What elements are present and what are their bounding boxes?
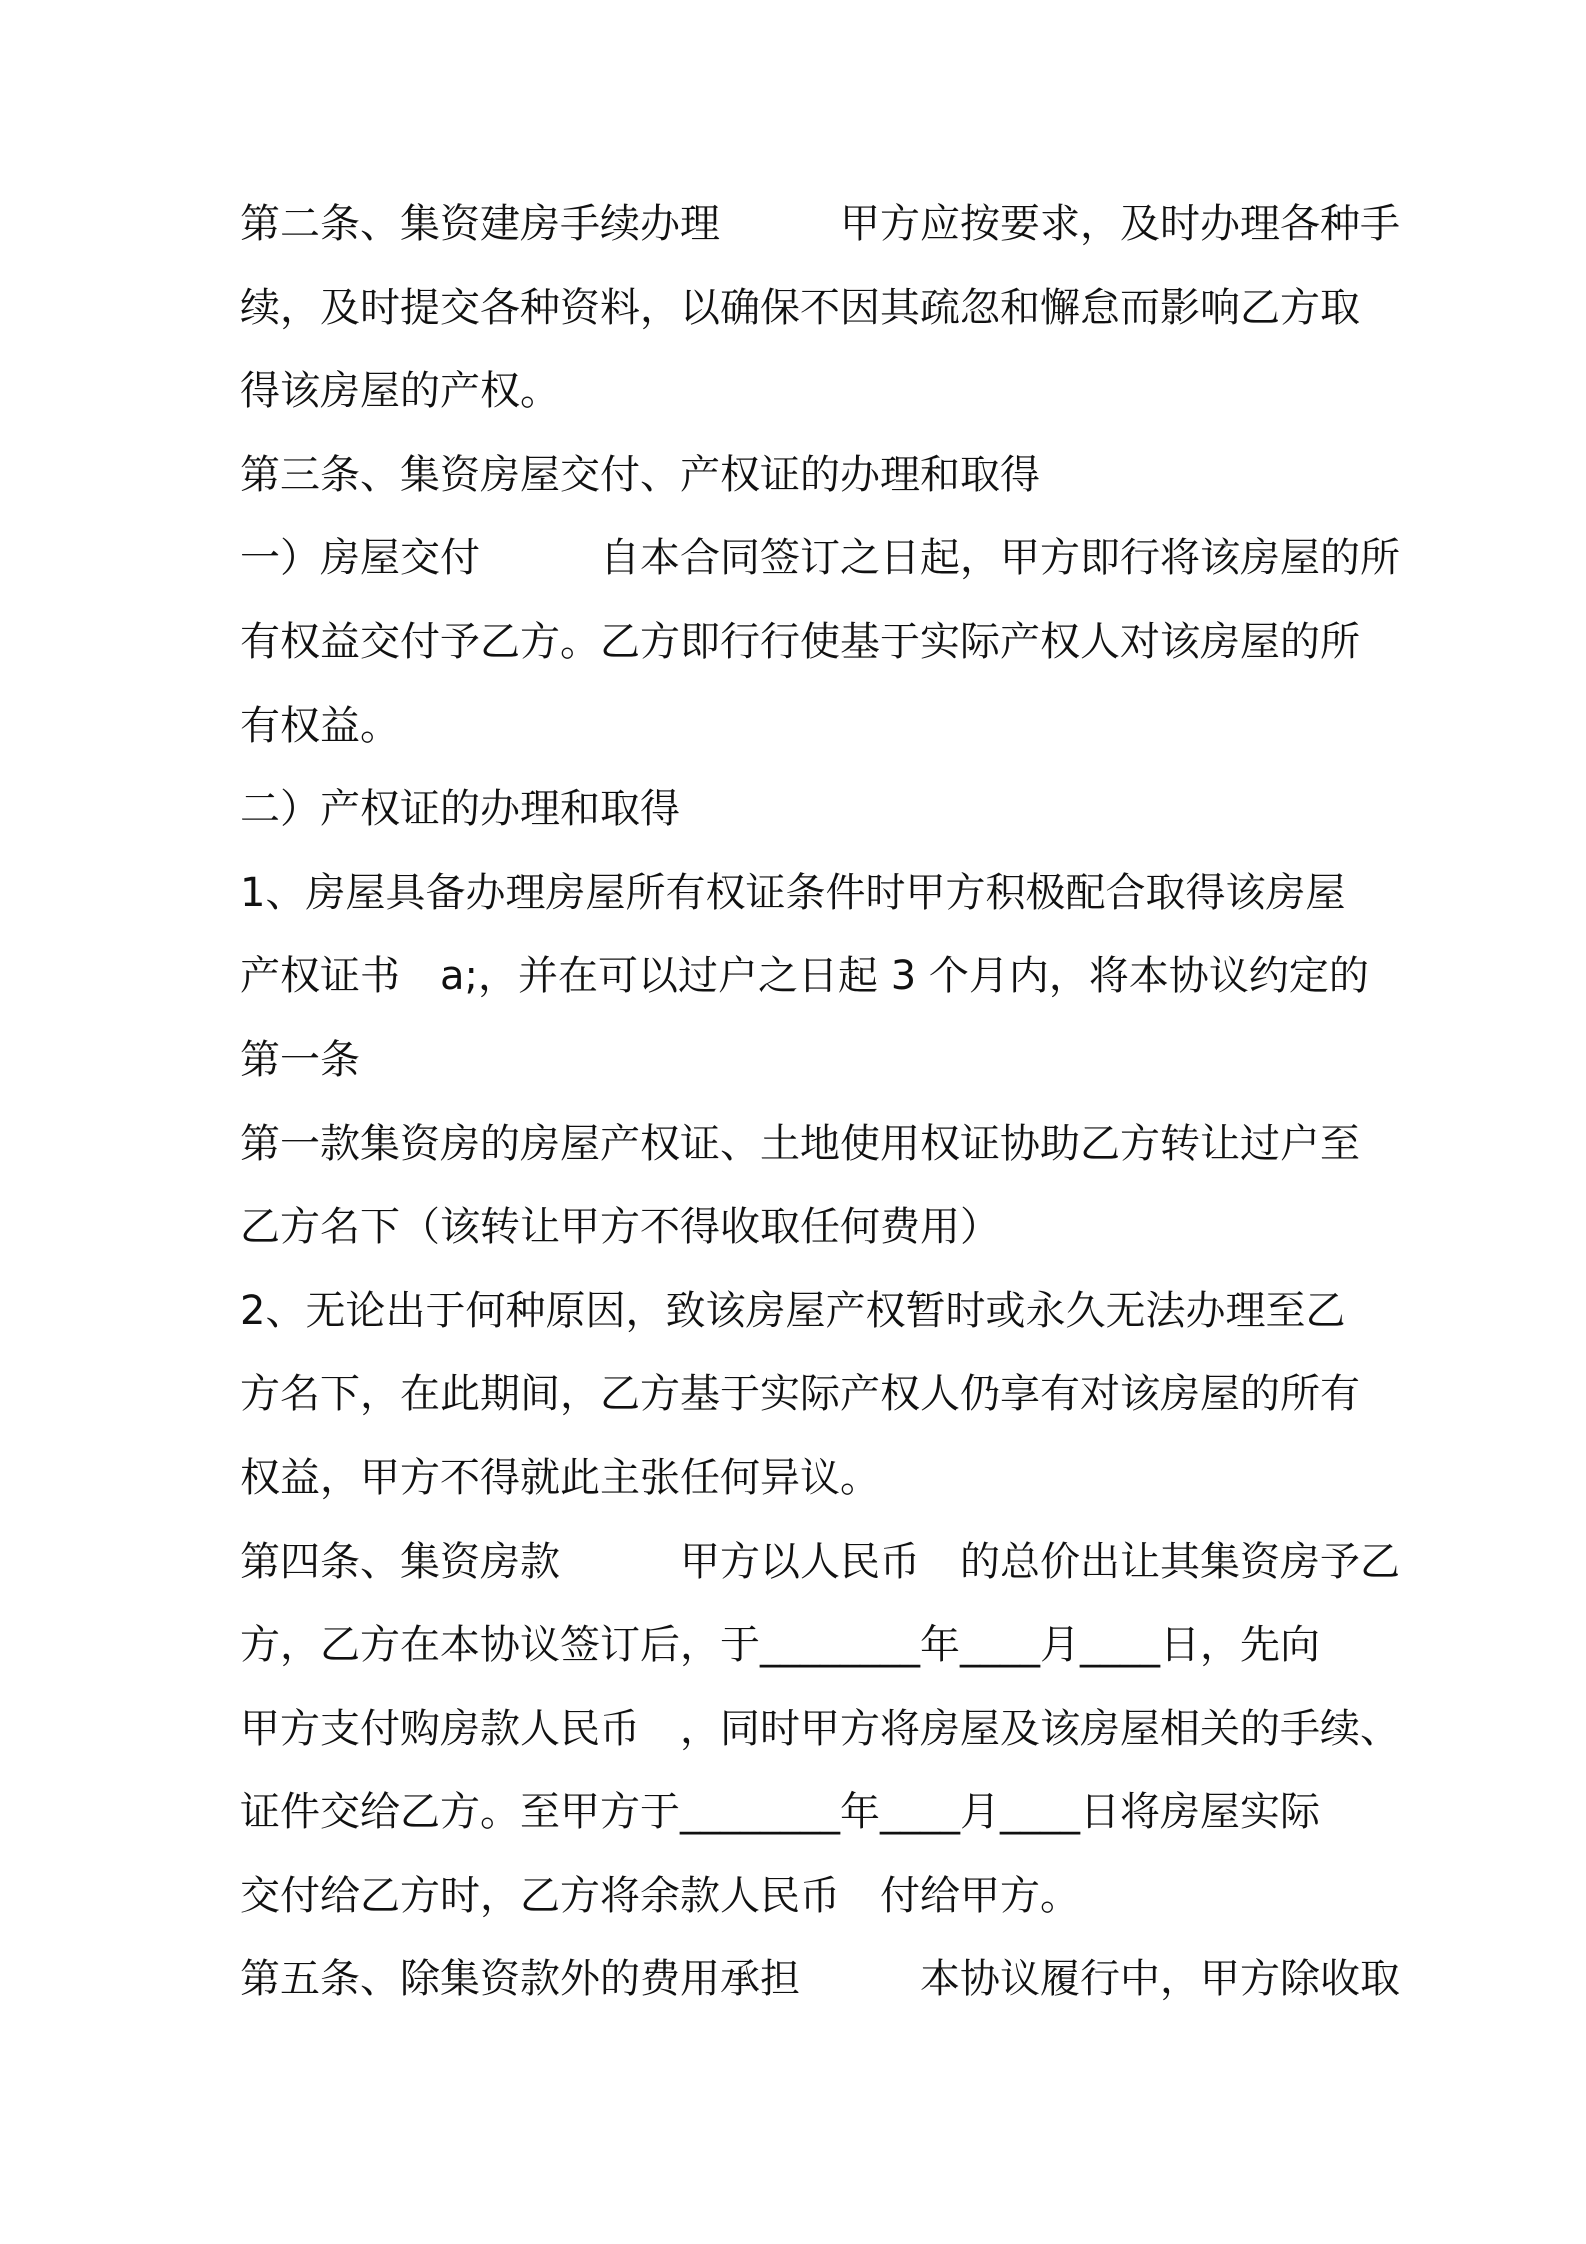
text-line: 有权益交付予乙方。乙方即行行使基于实际产权人对该房屋的所	[240, 618, 1360, 665]
text-line: 2、无论出于何种原因，致该房屋产权暂时或永久无法办理至乙	[240, 1287, 1346, 1334]
text-line: 交付给乙方时，乙方将余款人民币 付给甲方。	[240, 1872, 1080, 1919]
text-line: 权益，甲方不得就此主张任何异议。	[240, 1454, 880, 1501]
text-line: 乙方名下（该转让甲方不得收取任何费用）	[240, 1204, 1000, 1251]
text-line: 证件交给乙方。至甲方于________年____月____日将房屋实际	[240, 1789, 1320, 1836]
text-line: 第四条、集资房款 甲方以人民币 的总价出让其集资房予乙	[240, 1538, 1400, 1585]
text-line: 一）房屋交付 自本合同签订之日起，甲方即行将该房屋的所	[240, 535, 1400, 582]
text-line: 1、房屋具备办理房屋所有权证条件时甲方积极配合取得该房屋	[240, 869, 1346, 916]
text-line: 方名下，在此期间，乙方基于实际产权人仍享有对该房屋的所有	[240, 1371, 1360, 1418]
text-line: 第一款集资房的房屋产权证、土地使用权证协助乙方转让过户至	[240, 1120, 1360, 1167]
text-line: 第一条	[240, 1036, 360, 1083]
text-line: 有权益。	[240, 702, 400, 749]
text-line: 产权证书 a;，并在可以过户之日起 3 个月内，将本协议约定的	[240, 953, 1369, 1000]
text-line: 第五条、除集资款外的费用承担 本协议履行中，甲方除收取	[240, 1956, 1400, 2003]
text-line: 甲方支付购房款人民币 ，同时甲方将房屋及该房屋相关的手续、	[240, 1705, 1400, 1752]
contract-text	[240, 196, 1400, 2035]
text-line: 第二条、集资建房手续办理 甲方应按要求，及时办理各种手	[240, 201, 1400, 247]
section-heading: 第三条、集资房屋交付、产权证的办理和取得	[240, 451, 1040, 498]
subsection-heading: 二）产权证的办理和取得	[240, 786, 680, 833]
text-line: 得该房屋的产权。	[240, 368, 560, 415]
text-line: 方，乙方在本协议签订后，于________年____月____日，先向	[240, 1622, 1320, 1669]
text-line: 续，及时提交各种资料，以确保不因其疏忽和懈怠而影响乙方取	[240, 284, 1360, 331]
